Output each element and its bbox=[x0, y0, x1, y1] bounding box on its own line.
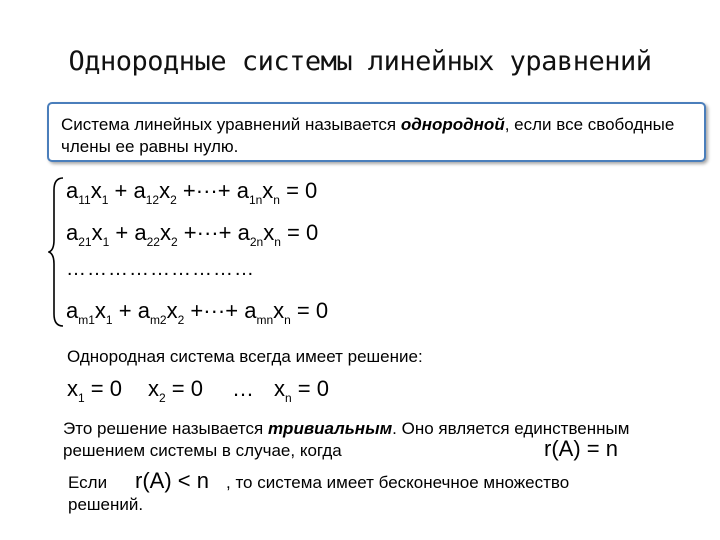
solution-ellipsis: … bbox=[232, 376, 254, 401]
definition-term: однородной bbox=[400, 115, 505, 134]
definition-box bbox=[47, 102, 706, 162]
always-solution-text: Однородная система всегда имеет решение: bbox=[67, 347, 423, 366]
rank-less-condition: r(A) < n bbox=[135, 468, 209, 493]
page-title: Однородные системы линейных уравнений bbox=[68, 46, 652, 77]
if-label: Если bbox=[68, 473, 108, 492]
trivial-term: тривиальным bbox=[267, 419, 393, 438]
definition-text-start: Система линейных уравнений называется bbox=[61, 115, 401, 134]
solution-x2: $x_2 = 0$ bbox=[148, 376, 203, 405]
definition-text-end: , если все свободные члены ее равны нулю. bbox=[61, 115, 675, 156]
equation-row-2: $a_{21}x_1 + a_{22}x_2$ +···+ $a_{2n}x_n = 0$ bbox=[66, 220, 319, 249]
equation-row-m: $a_{m1}x_1 + a_{m2}x_2$ +···+ $a_{mn}x_n = 0$ bbox=[66, 298, 329, 327]
equation-row-1: $a_{11}x_1 + a_{12}x_2$ +···+ $a_{1n}x_n = 0$ bbox=[66, 178, 318, 207]
infinite-solutions-text: , то система имеет бесконечное множество bbox=[226, 473, 570, 492]
infinite-solutions-text-end: решений. bbox=[68, 495, 144, 514]
equation-ellipsis: ……………………… bbox=[66, 258, 255, 280]
system-brace-icon bbox=[48, 176, 66, 328]
trivial-solution-text: Это решение называется тривиальным. Оно является единственным решением системы в случае, когда bbox=[63, 419, 630, 460]
solution-xn: $x_n = 0$ bbox=[274, 376, 329, 405]
rank-equals-condition: r(A) = n bbox=[544, 436, 618, 461]
solution-x1: $x_1 = 0$ bbox=[67, 376, 122, 405]
